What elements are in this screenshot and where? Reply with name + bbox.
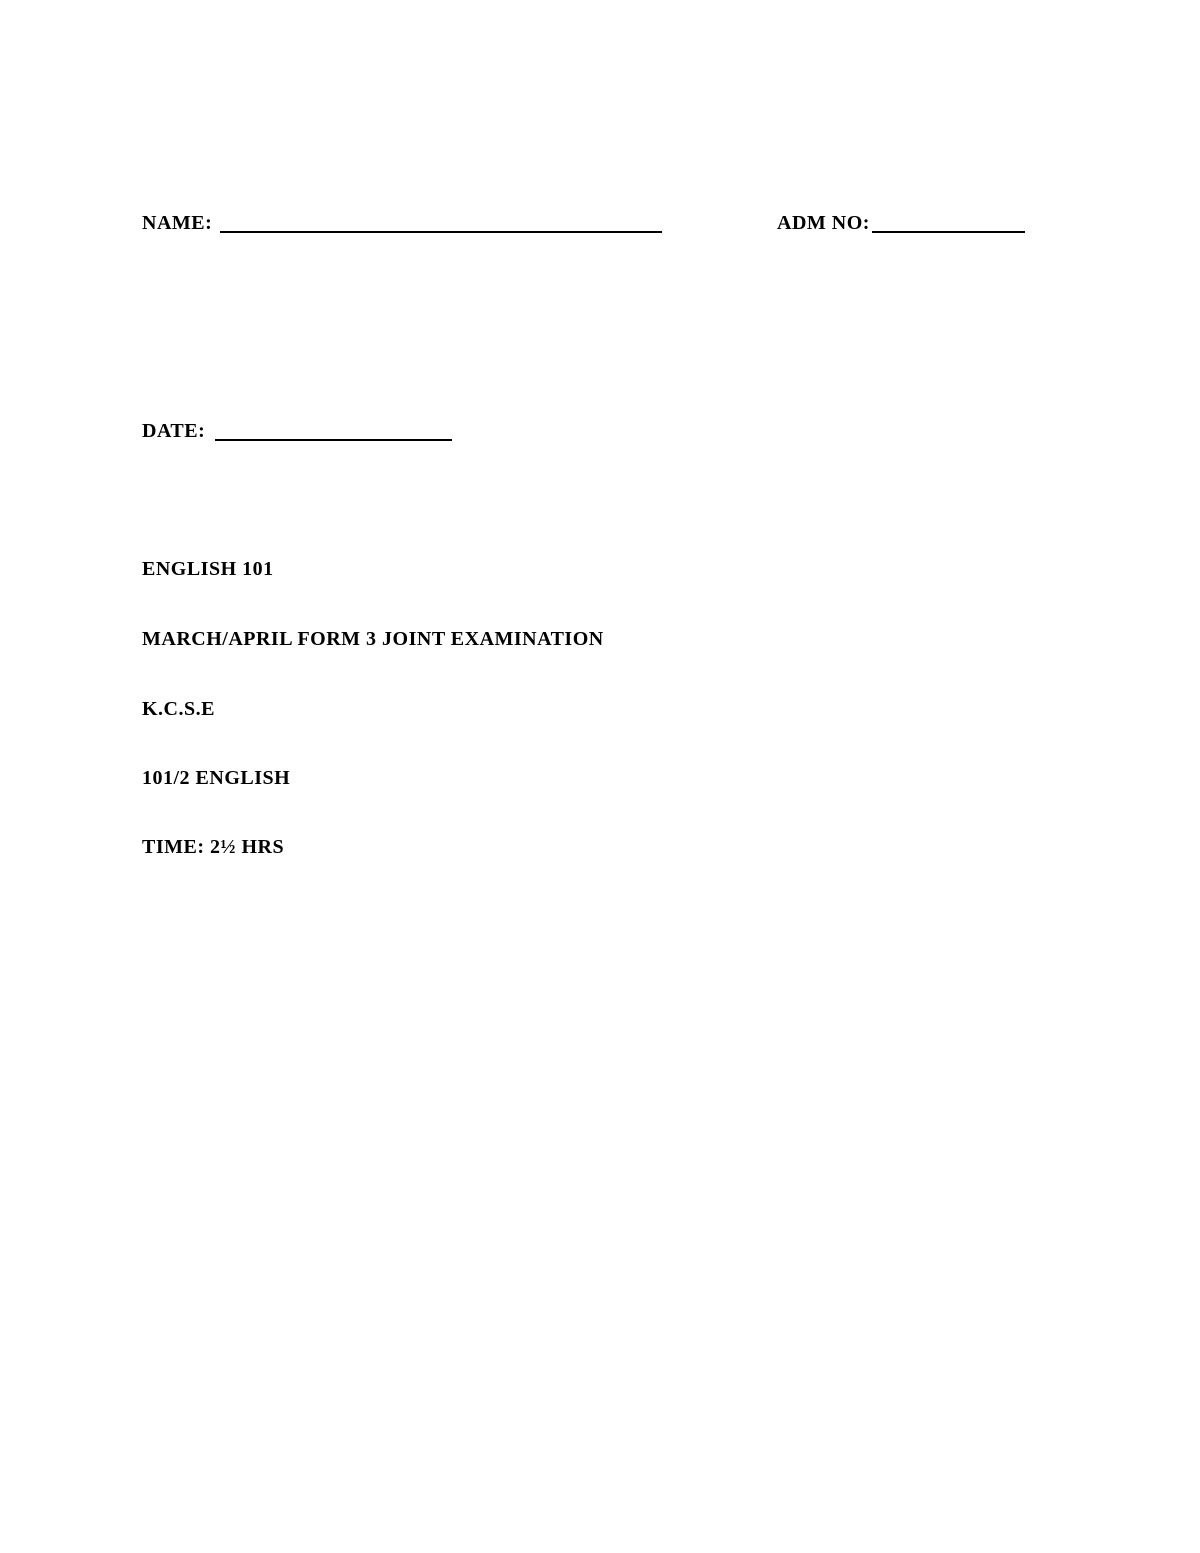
date-label: DATE: xyxy=(142,420,206,442)
adm-no-blank-line[interactable] xyxy=(872,231,1025,233)
exam-level: K.C.S.E xyxy=(142,698,215,720)
date-blank-line[interactable] xyxy=(215,439,452,441)
adm-no-label: ADM NO: xyxy=(777,212,870,234)
exam-title: MARCH/APRIL FORM 3 JOINT EXAMINATION xyxy=(142,628,604,650)
name-label: NAME: xyxy=(142,212,213,234)
paper-code: 101/2 ENGLISH xyxy=(142,767,291,789)
subject-title: ENGLISH 101 xyxy=(142,558,274,580)
name-blank-line[interactable] xyxy=(220,231,662,233)
exam-time: TIME: 2½ HRS xyxy=(142,836,285,858)
